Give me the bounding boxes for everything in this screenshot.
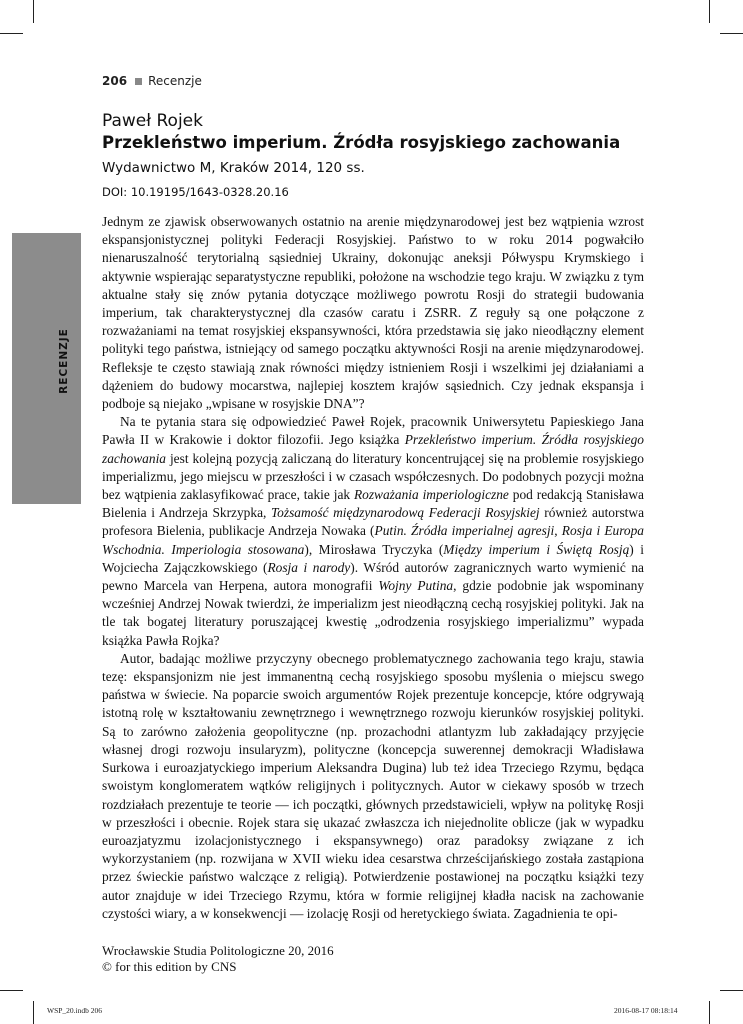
crop-mark-bottom-left-h <box>0 990 23 991</box>
crop-mark-bottom-right-h <box>720 990 743 991</box>
journal-footer <box>102 943 334 975</box>
paragraph-1: Jednym ze zjawisk obserwowanych ostatnio na arenie międzynarodowej jest bez wątpienia wzrost ekspansjonistycznej polityki Federacji Rosyjskiej. Państwo to w roku 2014 pogwałciło nienaruszalność terytorialną sąsiedniej Ukrainy, dokonując aneksji Półwyspu Krymskiego i aktywnie wspierając separatystyczne republiki, położone na wschodzie tego kraju. W związku z tym aktualne stały się znów pytania dotyczące możliwego powrotu Rosji do strategii budowania imperium, tak charakterystycznej dla czasów caratu i ZSRR. Z reguły są one połączone z rozważaniami na temat rosyjskiej ekspansywności, która przedstawia się jako nieodłączny element polityki tego państwa, istniejący od samego początku aktywności Rosji na arenie międzynarodowej. Refleksje te często stawiają znak równości między istnieniem Rosji i wszelkimi jej działaniami a dążeniem do budowy mocarstwa, najlepiej kosztem krajów sąsiednich. Czy jednak ekspansja i podboje są niejako „wpisane w rosyjskie DNA”? <box>102 214 644 412</box>
crop-mark-top-left-h <box>0 33 23 34</box>
italic-title: Tożsamość międzynarodową Federacji Rosyjskiej <box>270 505 540 521</box>
italic-title: Putin. Źródła imperialnej agresji <box>374 523 555 539</box>
copyright-line: © for this edition by CNS <box>102 959 237 974</box>
paragraph-3: Autor, badając możliwe przyczyny obecnego problematycznego zachowania tego kraju, stawia tezę: ekspansjonizm nie jest immanentną cechą rosyjskiego sposobu myślenia o miejscu swego państwa w świecie. Na poparcie swoich argumentów Rojek prezentuje koncepcje, które odgrywają istotną rolę w kształtowaniu zewnętrznego i wewnętrznego rozwoju kierunków rosyjskiej polityki. Są to zarówno założenia geopolityczne (np. prozachodni atlantyzm lub zakładający przyjęcie własnej drogi rozwoju insularyzm), polityczne (koncepcja suwerennej demokracji Władisława Surkowa i euroazjatyckiego imperium Aleksandra Dugina) lub też idea Trzeciego Rzymu, będąca swoistym konglomeratem wątków religijnych i politycznych. Autor w ciekawy sposób w trzech rozdziałach prezentuje te teorie — ich początki, głównych przedstawicieli, wpływ na politykę Rosji w przeszłości i obecnie. Rojek stara się ukazać zwłaszcza ich niejednolite oblicze (jak w wypadku euroazjatyzmu izolacjonistycznego i ekspansywnego) oraz paradoksy związane z ich wykorzystaniem (np. rozwijana w XVII wieku idea cesarstwa chrześcijańskiego została zastąpiona przez świeckie państwo walczące z religią). Potwierdzenie postawionej na początku książki tezy autor znajduje w idei Trzeciego Rzymu, która w formie religijnej kładła nacisk na zachowanie czystości wiary, a w konsekwencji — izolację Rosji od heretyckiego świata. Zagadnienia te opi- <box>102 650 644 921</box>
text-run: również autorstwa profesora Bielenia, publikacje Andrzeja Nowaka ( <box>102 505 645 539</box>
review-book-title: Przekleństwo imperium. Źródła rosyjskiego zachowania <box>102 133 621 152</box>
running-header <box>102 74 202 88</box>
text-run: ). Wśród autorów zagranicznych warto wymienić na pewno Marcela van Herpena, autora monografii <box>102 559 644 594</box>
text-run: ), Mirosława Tryczyka ( <box>304 541 444 557</box>
crop-mark-top-right <box>709 0 710 23</box>
page-number: 206 <box>102 74 128 88</box>
crop-mark-bottom-right <box>709 1001 710 1024</box>
crop-mark-top-right-h <box>720 33 743 34</box>
crop-mark-top-left <box>33 0 34 23</box>
italic-title: Rosja i narody <box>267 559 351 575</box>
italic-title: Przekleństwo imperium. Źródła rosyjskiego zachowania <box>102 432 644 466</box>
review-body <box>102 213 644 923</box>
text-run: Na te pytania stara się odpowiedzieć Paweł Rojek, pracownik Uniwersytetu Papieskiego Jana Pawła II w Krakowie i doktor filozofii. Jego książka <box>102 414 644 448</box>
print-slug-file: WSP_20.indb 206 <box>47 1006 103 1015</box>
text-run: pod redakcją Stanisława Bielenia i Andrzeja Skrzypka, <box>102 487 644 521</box>
text-run: , gdzie podobnie jak wspominany wcześniej Andrzej Nowak twierdzi, że imperializm jest nieodłączną cechą rosyjskiej polityki. Jak na tle tak bogatej literatury poruszającej kwestię „odrodzenia rosyjskiego imperializmu” wypada książka Pawła Rojka? <box>102 578 644 648</box>
section-name: Recenzje <box>148 74 202 88</box>
square-bullet-icon <box>135 78 142 85</box>
review-doi: DOI: 10.19195/1643-0328.20.16 <box>102 185 289 199</box>
review-author: Paweł Rojek <box>102 111 203 131</box>
text-run: jest kolejną pozycją zaliczaną do literatury koncentrującej się na problemie rosyjskiego imperializmu, jego miejscu w przeszłości i w czasach współczesnych. Do podobnych pozycji można bez wątpienia zaklasyfikować prace, takie jak <box>102 450 644 503</box>
italic-title: Rozważania imperiologiczne <box>353 487 509 503</box>
section-sidebar-tab <box>12 233 81 504</box>
italic-title: Rosja i Europa Wschodnia. Imperiologia stosowana <box>102 523 644 557</box>
italic-title: Wojny Putina <box>378 578 454 594</box>
journal-name: Wrocławskie Studia Politologiczne 20, 2016 <box>102 943 334 958</box>
print-slug-timestamp: 2016-08-17 08:18:14 <box>614 1006 678 1015</box>
italic-title: Między imperium i Świętą Rosją <box>443 541 630 557</box>
text-run: , <box>554 523 562 539</box>
crop-mark-bottom-left <box>33 1001 34 1024</box>
text-run: ) i Wojciecha Zajączkowskiego ( <box>102 541 644 575</box>
paragraph-2 <box>102 413 644 650</box>
review-publisher: Wydawnictwo M, Kraków 2014, 120 ss. <box>102 160 365 176</box>
sidebar-label: RECENZJE <box>58 328 70 394</box>
